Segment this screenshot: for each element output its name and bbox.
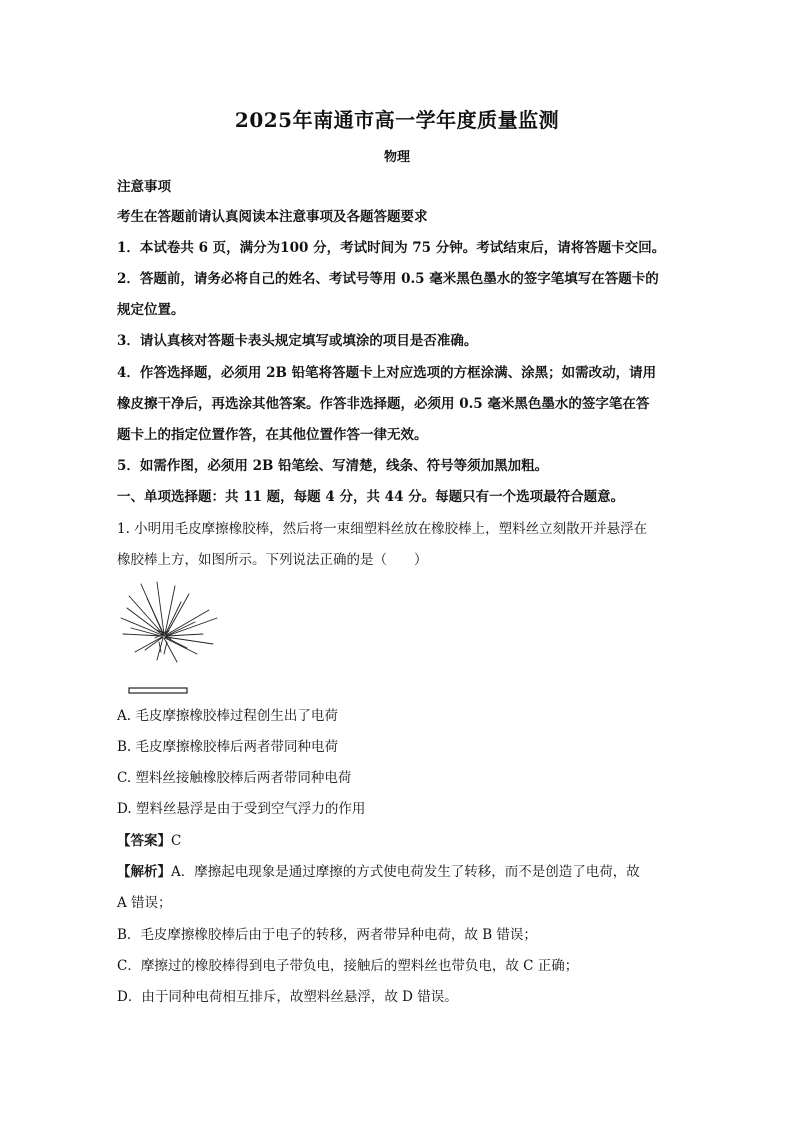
- analysis-text-1: A．摩擦起电现象是通过摩擦的方式使电荷发生了转移，而不是创造了电荷，故: [171, 864, 640, 880]
- analysis-line-2: A 错误；: [117, 895, 172, 911]
- analysis-line-1: [117, 863, 677, 881]
- answer-line: [117, 832, 677, 850]
- notice-item-4-cont2: 题卡上的指定位置作答，在其他位置作答一律无效。: [117, 427, 428, 443]
- notice-intro: 考生在答题前请认真阅读本注意事项及各题答题要求: [117, 209, 428, 225]
- question-1-stem-line-2: 橡胶棒上方，如图所示。下列说法正确的是（ ）: [117, 552, 428, 568]
- notice-heading: 注意事项: [117, 179, 171, 195]
- subject-label: 物理: [383, 150, 410, 165]
- notice-item-2-cont: 规定位置。: [117, 302, 185, 318]
- analysis-line-5: D．由于同种电荷相互排斥，故塑料丝悬浮，故 D 错误。: [117, 989, 458, 1005]
- option-a: A. 毛皮摩擦橡胶棒过程创生出了电荷: [117, 708, 338, 724]
- notice-item-2: 2．答题前，请务必将自己的姓名、考试号等用 0.5 毫米黑色墨水的签字笔填写在答题卡的: [117, 271, 659, 287]
- exam-title: 2025年南通市高一学年度质量监测: [234, 108, 560, 132]
- analysis-line-3: B．毛皮摩擦橡胶棒后由于电子的转移，两者带异种电荷，故 B 错误；: [117, 927, 537, 943]
- option-b: B. 毛皮摩擦橡胶棒后两者带同种电荷: [117, 739, 339, 755]
- plastic-filament-rod-figure: [117, 578, 227, 696]
- question-1-stem-line-1: 1. 小明用毛皮摩擦橡胶棒，然后将一束细塑料丝放在橡胶棒上，塑料丝立刻散开并悬浮在: [117, 521, 648, 537]
- option-d: D. 塑料丝悬浮是由于受到空气浮力的作用: [117, 801, 366, 817]
- notice-item-5: 5．如需作图，必须用 2B 铅笔绘、写清楚，线条、符号等须加黑加粗。: [117, 458, 549, 474]
- answer-label: 【答案】: [117, 833, 171, 849]
- notice-item-1: 1．本试卷共 6 页，满分为100 分，考试时间为 75 分钟。考试结束后，请将答题卡交回。: [117, 240, 666, 256]
- notice-item-3: 3．请认真核对答题卡表头规定填写或填涂的项目是否准确。: [117, 333, 478, 349]
- analysis-label: 【解析】: [117, 864, 171, 880]
- section-heading: 一、单项选择题：共 11 题，每题 4 分，共 44 分。每题只有一个选项最符合题意。: [117, 489, 625, 505]
- notice-item-4: 4．作答选择题，必须用 2B 铅笔将答题卡上对应选项的方框涂满、涂黑；如需改动，请用: [117, 365, 657, 381]
- answer-value: C: [171, 833, 182, 849]
- analysis-line-4: C．摩擦过的橡胶棒得到电子带负电，接触后的塑料丝也带负电，故 C 正确；: [117, 958, 579, 974]
- notice-item-4-cont: 橡皮擦干净后，再选涂其他答案。作答非选择题，必须用 0.5 毫米黑色墨水的签字笔在答: [117, 396, 650, 412]
- option-c: C. 塑料丝接触橡胶棒后两者带同种电荷: [117, 770, 352, 786]
